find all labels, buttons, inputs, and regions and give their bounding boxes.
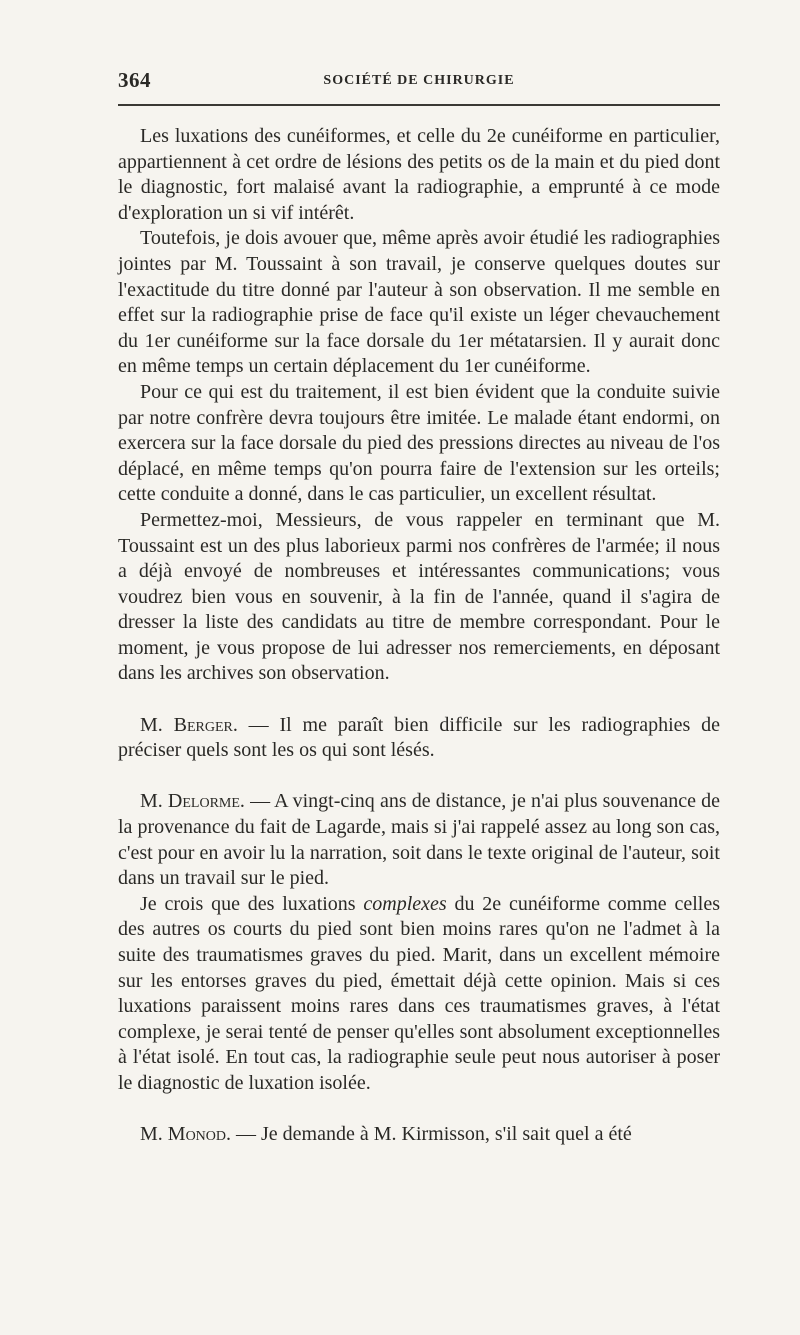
page-header	[118, 68, 720, 98]
remark-berger-text: — Il me paraît bien difficile sur les radiographies de préciser quels sont les os qui sont lésés.	[118, 713, 721, 762]
paragraph-conclusion: Permettez-moi, Messieurs, de vous rappeler en terminant que M. Toussaint est un des plus laborieux parmi nos confrères de l'armée; il nous a déjà envoyé de nombreuses et intéressantes communications; vous voudrez bien vous en souvenir, à la fin de l'année, quand il s'agira de dresser la liste des candidats au titre de membre correspondant. Pour le moment, je vous propose de lui adresser nos remerciements, en déposant dans les archives son observation.	[118, 508, 720, 685]
speaker-delorme: M. Delorme.	[140, 790, 245, 813]
speaker-berger: M. Berger.	[140, 713, 238, 736]
speaker-monod: M. Monod.	[140, 1123, 232, 1146]
body-text	[118, 124, 720, 1148]
delorme-p2-after: du 2e cunéiforme comme celles des autres os courts du pied sont bien moins rares qu'on ne l'admet à la suite des traumatismes graves du pied. Marit, dans un excellent mémoire sur les entorses graves du pied, émettait déjà cette opinion. Mais si ces luxations paraissent moins rares dans ces traumatismes graves, à l'état complexe, je serai tenté de penser qu'elles sont absolument exceptionnelles à l'état isolé. En tout cas, la radiographie seule peut nous autoriser à poser le diagnostic de luxation isolée.	[118, 892, 721, 1094]
paragraph-treatment: Pour ce qui est du traitement, il est bien évident que la conduite suivie par notre confrère devra toujours être imitée. Le malade étant endormi, on exercera sur la face dorsale du pied des pressions directes au niveau de l'os déplacé, en même temps qu'on pourra faire de l'extension sur les orteils; cette conduite a donné, dans le cas particulier, un excellent résultat.	[118, 380, 720, 506]
paragraph-cuneiform-luxations: Les luxations des cunéiformes, et celle du 2e cunéiforme en particulier, appartiennent à cet ordre de lésions des petits os de la main et du pied dont le diagnostic, fort malaisé avant la radiographie, a emprunté à ce mode d'exploration un si vif intérêt.	[118, 125, 720, 224]
remark-delorme-text: — A vingt-cinq ans de distance, je n'ai plus souvenance de la provenance du fait de Lagarde, mais si j'ai rappelé assez au long son cas, c'est pour en avoir lu la narration, soit dans le texte original de l'auteur, soit dans un travail sur le pied.	[118, 790, 720, 890]
delorme-p2-emphasis: complexes	[363, 892, 447, 915]
remark-monod-text: — Je demande à M. Kirmisson, s'il sait quel a été	[231, 1123, 632, 1146]
paragraph-delorme-complex	[118, 892, 720, 1097]
remark-monod	[118, 1122, 720, 1148]
remark-berger	[118, 713, 720, 764]
remark-delorme	[118, 789, 720, 891]
running-title: SOCIÉTÉ DE CHIRURGIE	[323, 73, 515, 88]
paragraph-doubts: Toutefois, je dois avouer que, même après avoir étudié les radiographies jointes par M. Toussaint à son travail, je conserve quelques doutes sur l'exactitude du titre donné par l'auteur à son observation. Il me semble en effet sur la radiographie prise de face qu'il existe un léger chevauchement du 1er cunéiforme sur la face dorsale du 1er métatarsien. Il y aurait donc en même temps un certain déplacement du 1er cunéiforme.	[118, 227, 720, 378]
page-number: 364	[118, 68, 151, 92]
header-rule	[118, 104, 720, 106]
delorme-p2-before: Je crois que des luxations	[140, 892, 364, 915]
